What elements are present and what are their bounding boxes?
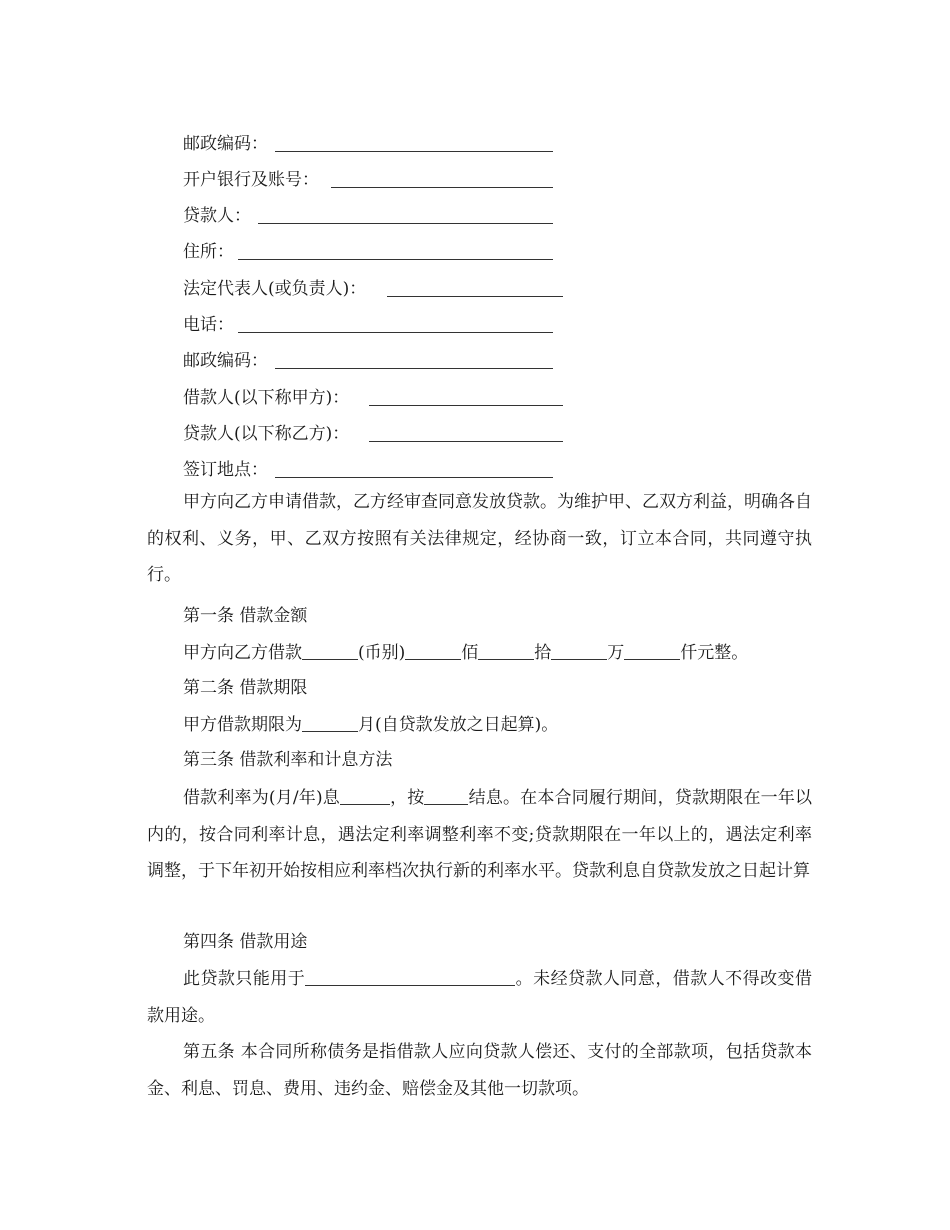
field-label: 邮政编码： xyxy=(183,351,268,371)
field-label: 电话： xyxy=(183,315,234,335)
field-legal-rep xyxy=(183,278,366,300)
field-postcode-2 xyxy=(183,350,268,372)
field-label: 签订地点： xyxy=(183,460,268,480)
article-3-title: 第三条 借款利率和计息方法 xyxy=(183,750,393,770)
field-rule xyxy=(369,441,563,442)
article-4-title: 第四条 借款用途 xyxy=(183,932,308,952)
field-borrower xyxy=(183,387,349,409)
article-5-body: 第五条 本合同所称债务是指借款人应向贷款人偿还、支付的全部款项，包括贷款本金、利息、罚息、费用、违约金、赔偿金及其他一切款项。 xyxy=(147,1042,812,1099)
article-3-body: 借款利率为(月/年)息 ，按 结息。在本合同履行期间，贷款期限在一年以内的，按合同利率计息，遇法定利率调整利率不变;贷款期限在一年以上的，遇法定利率调整，于下年初开始按相应利率档次执行新的利率水平。贷款利息自贷款发放之日起计算 xyxy=(147,788,812,881)
field-label: 开户银行及账号： xyxy=(183,170,319,190)
article-4-body: 此贷款只能用于 。未经贷款人同意，借款人不得改变借款用途。 xyxy=(147,969,813,1026)
field-lender-b xyxy=(183,423,349,445)
field-address xyxy=(183,241,234,263)
article-2-body: 甲方借款期限为 月(自贷款发放之日起算)。 xyxy=(183,715,559,735)
field-rule xyxy=(369,405,563,406)
field-rule xyxy=(275,477,553,478)
field-rule xyxy=(331,187,553,188)
field-phone xyxy=(183,314,234,336)
intro-paragraph: 甲方向乙方申请借款，乙方经审查同意发放贷款。为维护甲、乙双方利益，明确各自的权利、义务，甲、乙双方按照有关法律规定，经协商一致，订立本合同，共同遵守执行。 xyxy=(147,492,812,585)
field-label: 贷款人(以下称乙方)： xyxy=(183,424,350,444)
field-postcode-1 xyxy=(183,133,268,155)
blank-line xyxy=(302,713,358,732)
field-rule xyxy=(238,259,553,260)
article-1-title: 第一条 借款金额 xyxy=(183,606,308,626)
blank-line xyxy=(478,641,534,660)
blank-line xyxy=(624,641,680,660)
field-rule xyxy=(238,332,553,333)
field-lender xyxy=(183,205,251,227)
field-rule xyxy=(275,151,553,152)
blank-line xyxy=(551,641,607,660)
blank-line xyxy=(340,786,390,805)
field-label: 借款人(以下称甲方)： xyxy=(183,388,350,408)
field-label: 邮政编码： xyxy=(183,134,268,154)
blank-line xyxy=(424,786,468,805)
field-rule xyxy=(387,296,563,297)
field-rule xyxy=(258,223,553,224)
field-rule xyxy=(275,368,553,369)
field-label: 贷款人： xyxy=(183,206,251,226)
field-label: 住所： xyxy=(183,242,234,262)
article-2-title: 第二条 借款期限 xyxy=(183,678,308,698)
blank-line xyxy=(405,641,461,660)
field-signing-place xyxy=(183,459,268,481)
article-1-body: 甲方向乙方借款 (币别) 佰 拾 万 仟元整。 xyxy=(183,643,749,663)
field-label: 法定代表人(或负责人)： xyxy=(183,279,367,299)
blank-line xyxy=(302,641,358,660)
field-bank-account xyxy=(183,169,319,191)
blank-line xyxy=(305,967,515,986)
